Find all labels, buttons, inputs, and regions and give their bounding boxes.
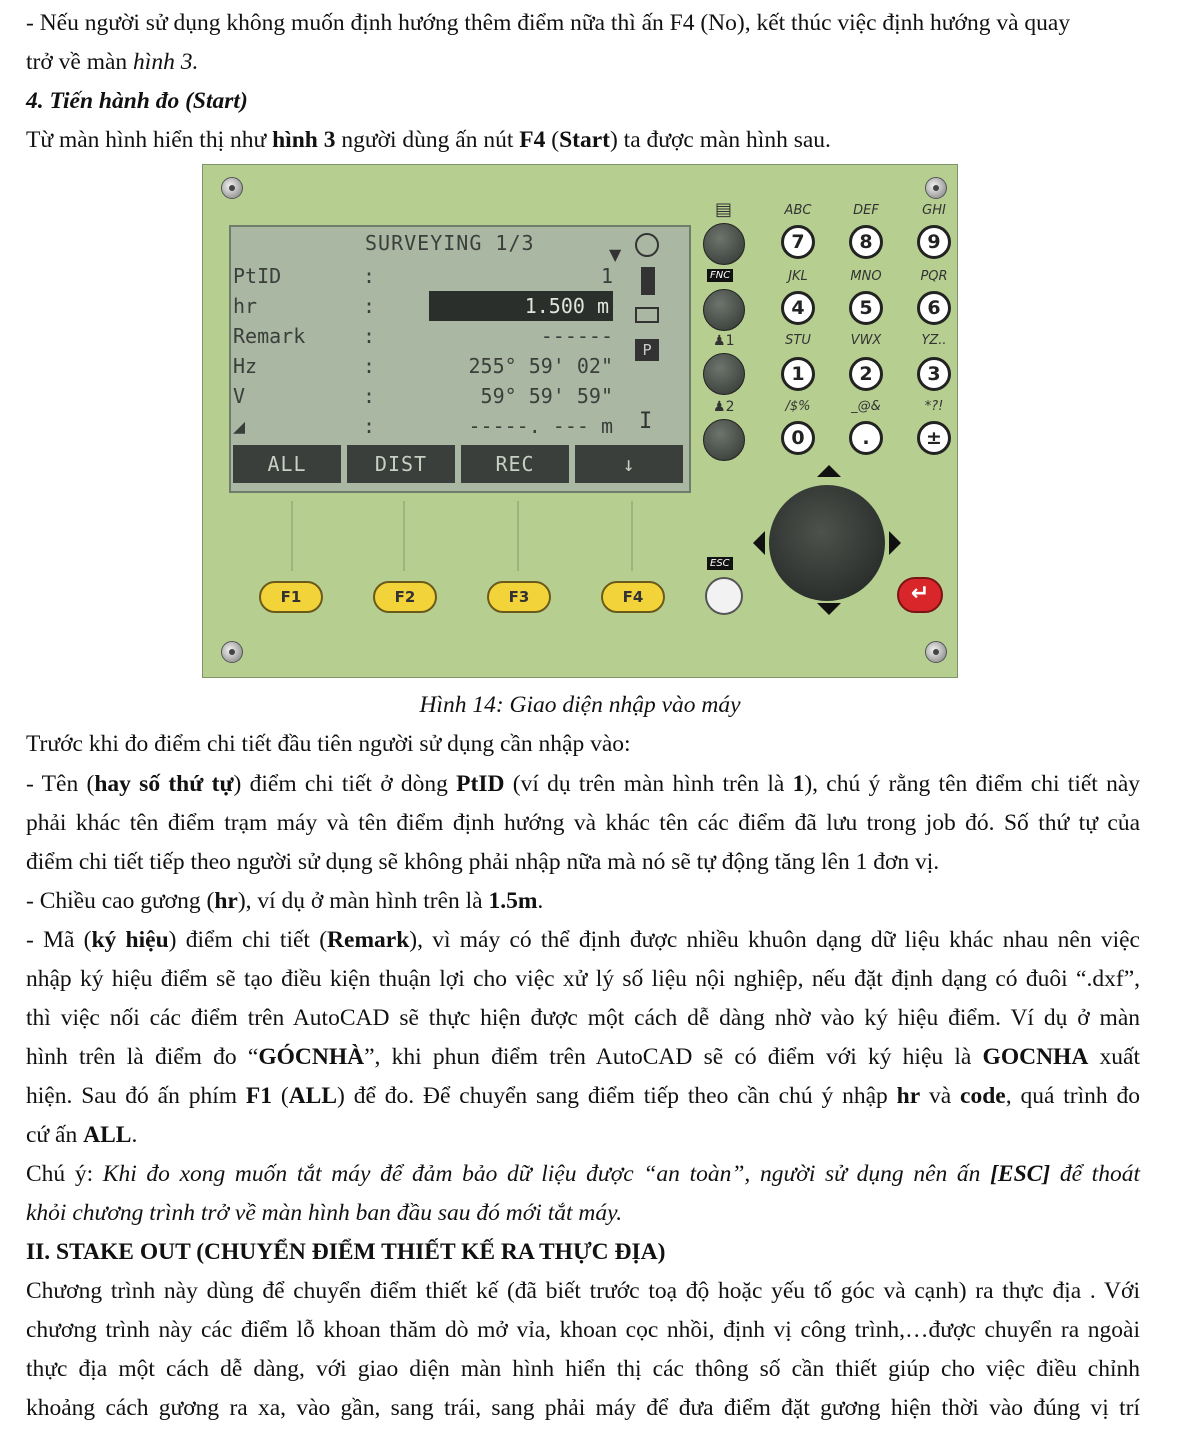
f1-button[interactable]: F1 <box>259 581 323 613</box>
paragraph-line: - Mã (ký hiệu) điểm chi tiết (Remark), vì máy có thể định được nhiều khuôn dạng dữ liệu khác nhau nên việc <box>26 927 1140 953</box>
key-0[interactable]: 0 <box>781 421 815 455</box>
softkey-rec[interactable]: REC <box>461 445 569 483</box>
screen-row-hz: Hz : 255° 59' 02" <box>233 354 613 378</box>
user2-button[interactable] <box>703 419 745 461</box>
paragraph-line: trở về màn hình 3. <box>26 49 199 75</box>
section-heading: 4. Tiến hành đo (Start) <box>26 88 248 114</box>
paragraph-line: hiện. Sau đó ấn phím F1 (ALL) để đo. Để chuyển sang điểm tiếp theo cần chú ý nhập hr và code, quá trình đo <box>26 1083 1140 1109</box>
divider <box>631 501 633 571</box>
paragraph-line: Chương trình này dùng để chuyển điểm thiết kế (đã biết trước toạ độ hoặc yếu tố góc và cạnh) ra thực địa . Với <box>26 1278 1140 1304</box>
key-label: GHI <box>922 203 946 218</box>
softkey-next[interactable]: ↓ <box>575 445 683 483</box>
screw-icon <box>221 641 243 663</box>
key-dot[interactable]: . <box>849 421 883 455</box>
key-8[interactable]: 8 <box>849 225 883 259</box>
total-station-keyboard-figure <box>202 164 958 678</box>
key-label: _@& <box>851 399 881 414</box>
scroll-down-icon: ▼ <box>609 245 622 264</box>
screen-row-remark: Remark : ------ <box>233 324 613 348</box>
lcd-screen <box>229 225 691 493</box>
enter-button[interactable]: ↵ <box>897 577 943 613</box>
paragraph-line: khoảng cách gương ra xa, vào gần, sang trái, sang phải máy để đưa điểm đặt gương hiện thời vào đúng vị trí <box>26 1395 1140 1421</box>
divider <box>517 501 519 571</box>
key-label: PQR <box>920 269 948 284</box>
key-label: DEF <box>853 203 879 218</box>
user1-button[interactable] <box>703 353 745 395</box>
screw-icon <box>221 177 243 199</box>
key-plus-minus[interactable]: ± <box>917 421 951 455</box>
key-label: ABC <box>784 203 812 218</box>
section-heading: II. STAKE OUT (CHUYỂN ĐIỂM THIẾT KẾ RA THỰC ĐỊA) <box>26 1239 666 1265</box>
screw-icon <box>925 641 947 663</box>
paragraph-line: cứ ấn ALL. <box>26 1122 138 1148</box>
softkey-all[interactable]: ALL <box>233 445 341 483</box>
figure-caption: Hình 14: Giao diện nhập vào máy <box>419 692 741 718</box>
user-icon: ♟2 <box>713 399 735 415</box>
paragraph-line: - Tên (hay số thứ tự) điểm chi tiết ở dòng PtID (ví dụ trên màn hình trên là 1), chú ý rằng tên điểm chi tiết này <box>26 771 1141 797</box>
screen-row-v: V : 59° 59' 59" <box>233 384 613 408</box>
key-7[interactable]: 7 <box>781 225 815 259</box>
key-label: *?! <box>924 399 944 414</box>
fnc-button[interactable] <box>703 289 745 331</box>
key-label: STU <box>785 333 811 348</box>
arrow-down-icon[interactable] <box>817 603 841 615</box>
prism-p-icon: P <box>635 339 659 361</box>
esc-label: ESC <box>707 557 733 570</box>
battery-icon <box>641 267 655 295</box>
arrow-left-icon[interactable] <box>753 531 765 555</box>
divider <box>403 501 405 571</box>
paragraph-line: điểm chi tiết tiếp theo người sử dụng sẽ không phải nhập nữa mà nó sẽ tự động tăng lên 1 đơn vị. <box>26 849 940 875</box>
paragraph-line: Từ màn hình hiển thị như hình 3 người dùng ấn nút F4 (Start) ta được màn hình sau. <box>26 127 831 153</box>
cursor-icon: I <box>639 409 653 434</box>
key-5[interactable]: 5 <box>849 291 883 325</box>
arrow-up-icon[interactable] <box>817 465 841 477</box>
f4-button[interactable]: F4 <box>601 581 665 613</box>
key-label: MNO <box>850 269 882 284</box>
paragraph-line: nhập ký hiệu điểm sẽ tạo điều kiện thuận lợi cho việc xử lý số liệu nội nghiệp, nếu đặt định dạng có đuôi “.dxf”, <box>26 966 1140 992</box>
key-label: VWX <box>850 333 882 348</box>
key-label: /$% <box>785 399 811 414</box>
paragraph-line: - Nếu người sử dụng không muốn định hướng thêm điểm nữa thì ấn F4 (No), kết thúc việc định hướng và quay <box>26 10 1071 36</box>
fnc-label: FNC <box>707 269 733 282</box>
key-3[interactable]: 3 <box>917 357 951 391</box>
navigation-pad[interactable] <box>769 485 885 601</box>
paragraph-line: hình trên là điểm đo “GÓCNHÀ”, khi phun điểm trên AutoCAD sẽ có điểm với ký hiệu là GOCNHA xuất <box>26 1044 1140 1070</box>
compass-icon <box>635 233 659 257</box>
arrow-right-icon[interactable] <box>889 531 901 555</box>
screw-icon <box>925 177 947 199</box>
paragraph-line: - Chiều cao gương (hr), ví dụ ở màn hình trên là 1.5m. <box>26 888 544 914</box>
key-6[interactable]: 6 <box>917 291 951 325</box>
key-label: JKL <box>788 269 808 284</box>
key-4[interactable]: 4 <box>781 291 815 325</box>
paragraph-line: Trước khi đo điểm chi tiết đầu tiên người sử dụng cần nhập vào: <box>26 731 631 757</box>
key-2[interactable]: 2 <box>849 357 883 391</box>
screen-title: SURVEYING 1/3 <box>365 231 535 255</box>
divider <box>291 501 293 571</box>
softkey-dist[interactable]: DIST <box>347 445 455 483</box>
f3-button[interactable]: F3 <box>487 581 551 613</box>
key-1[interactable]: 1 <box>781 357 815 391</box>
key-label: YZ.. <box>921 333 947 348</box>
f2-button[interactable]: F2 <box>373 581 437 613</box>
prism-icon <box>635 307 659 323</box>
paragraph-line: phải khác tên điểm trạm máy và tên điểm định hướng và khác tên các điểm đã lưu trong job đó. Số thứ tự của <box>26 810 1140 836</box>
softkey-bar <box>233 445 683 485</box>
page-icon: ▤ <box>715 199 733 220</box>
screen-row-hr: hr : 1.500 m <box>233 291 623 321</box>
paragraph-line: chương trình này các điểm lỗ khoan thăm dò mở vỉa, khoan cọc nhồi, định vị công trình,…được chuyển ra ngoài <box>26 1317 1140 1343</box>
note-line: Chú ý: Khi đo xong muốn tắt máy để đảm bảo dữ liệu được “an toàn”, người sử dụng nên ấn [ESC] để thoát <box>26 1161 1140 1187</box>
key-9[interactable]: 9 <box>917 225 951 259</box>
paragraph-line: thực địa một cách dễ dàng, với giao diện màn hình hiển thị các thông số cần thiết giúp cho việc điều chỉnh <box>26 1356 1140 1382</box>
screen-row-ptid: PtID : 1 <box>233 264 613 288</box>
esc-button[interactable] <box>705 577 743 615</box>
paragraph-line: thì việc nối các điểm trên AutoCAD sẽ thực hiện được một cách dễ dàng nhờ vào ký hiệu điểm. Ví dụ ở màn <box>26 1005 1140 1031</box>
user-icon: ♟1 <box>713 333 735 349</box>
page-button[interactable] <box>703 223 745 265</box>
note-line: khỏi chương trình trở về màn hình ban đầu sau đó mới tắt máy. <box>26 1200 623 1226</box>
screen-row-distance: ◢ : -----. --- m <box>233 414 613 438</box>
